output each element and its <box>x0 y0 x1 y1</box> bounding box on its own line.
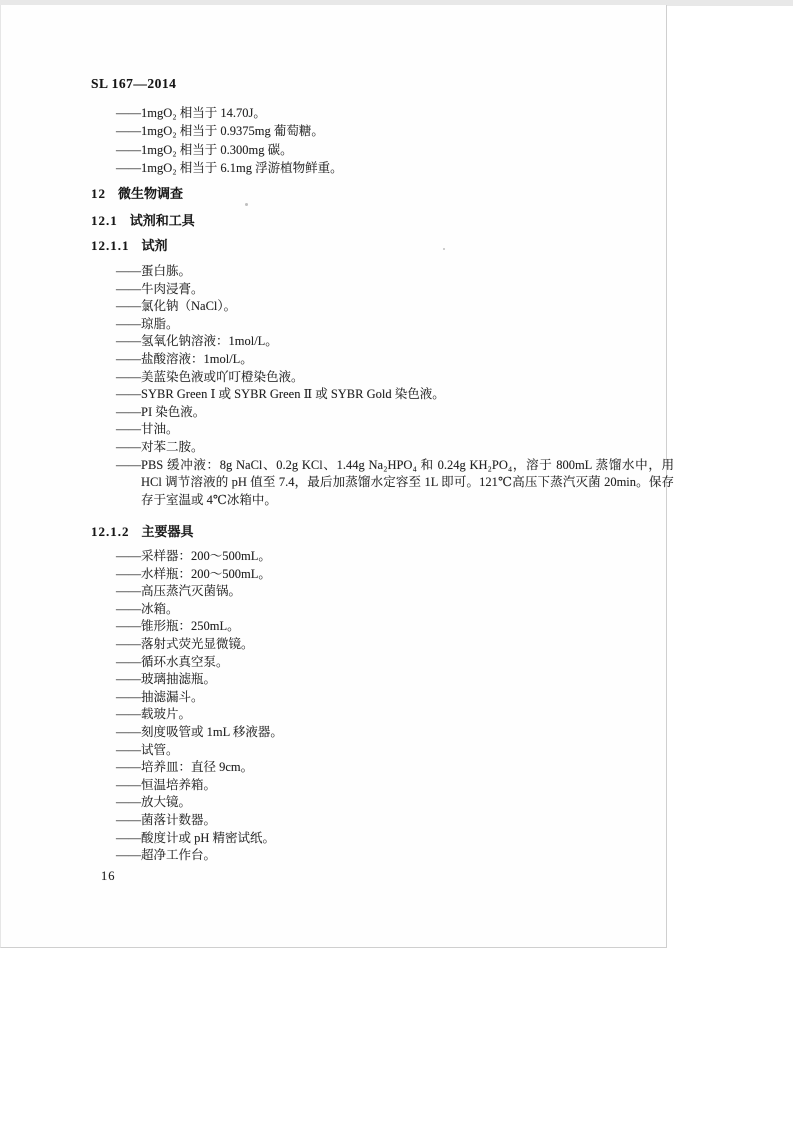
section-title: 试剂 <box>141 238 168 253</box>
list-item: ——1mgO₂ 相当于 6.1mg 浮游植物鲜重。 <box>116 161 343 176</box>
section-heading-12-1-2 <box>91 521 194 540</box>
equipment-list <box>116 548 283 865</box>
list-item: ——氯化钠（NaCl）。 <box>116 299 237 314</box>
list-item: ——蛋白胨。 <box>116 264 192 278</box>
section-title: 微生物调查 <box>118 186 184 201</box>
section-heading-12 <box>91 183 183 202</box>
list-item: ——刻度吸管或 1mL 移液器。 <box>116 724 283 739</box>
list-item: ——甘油。 <box>116 422 179 437</box>
list-item: ——高压蒸汽灭菌锅。 <box>116 584 242 599</box>
list-item: ——抽滤漏斗。 <box>116 689 204 704</box>
list-item: ——玻璃抽滤瓶。 <box>116 672 217 687</box>
list-item: ——美蓝染色液或吖叮橙染色液。 <box>116 369 304 384</box>
list-item: ——SYBR Green Ⅰ 或 SYBR Green Ⅱ 或 SYBR Gold 染色液。 <box>116 387 445 402</box>
list-item: ——锥形瓶：250mL。 <box>116 619 240 634</box>
list-item: ——超净工作台。 <box>116 848 217 863</box>
list-item: ——水样瓶：200～500mL。 <box>116 566 271 581</box>
list-item: ——采样器：200～500mL。 <box>116 549 271 563</box>
list-item: ——放大镜。 <box>116 795 192 810</box>
list-item: ——对苯二胺。 <box>116 439 204 454</box>
section-number: 12.1 <box>91 213 118 228</box>
section-number: 12 <box>91 186 106 201</box>
standard-number-header: SL 167—2014 <box>91 76 177 91</box>
list-item: ——冰箱。 <box>116 601 179 616</box>
list-item: ——酸度计或 pH 精密试纸。 <box>116 830 276 845</box>
list-item: ——循环水真空泵。 <box>116 654 229 669</box>
list-item: ——1mgO₂ 相当于 0.300mg 碳。 <box>116 142 293 157</box>
list-item-pbs-buffer: ——PBS 缓冲液：8g NaCl、0.2g KCl、1.44g Na₂HPO₄ 和 0.24g KH₂PO₄，溶于 800mL 蒸馏水中，用 HCl 调节溶液的 pH 值至 7.4，最后加蒸馏水定容至 1L 即可。121℃高压下蒸汽灭菌 20min。保存存于室温或 4℃冰箱中。 <box>116 457 674 507</box>
list-item: ——1mgO₂ 相当于 0.9375mg 葡萄糖。 <box>116 124 324 139</box>
list-item: ——培养皿：直径 9cm。 <box>116 760 254 775</box>
list-item: ——氢氧化钠溶液：1mol/L。 <box>116 334 278 349</box>
scan-speck <box>245 203 248 206</box>
section-title: 试剂和工具 <box>129 213 195 228</box>
page-number: 16 <box>101 869 116 883</box>
document-page <box>0 5 674 948</box>
list-item: ——恒温培养箱。 <box>116 777 217 792</box>
section-number: 12.1.2 <box>91 524 130 539</box>
list-item: ——试管。 <box>116 742 179 757</box>
list-item: ——菌落计数器。 <box>116 812 217 827</box>
section-number: 12.1.1 <box>91 238 130 253</box>
section-title: 主要器具 <box>141 524 194 539</box>
list-item: ——载玻片。 <box>116 707 192 722</box>
list-item: ——盐酸溶液：1mol/L。 <box>116 351 253 366</box>
scan-speck <box>443 248 445 250</box>
oxygen-equivalence-list <box>116 104 343 178</box>
list-item: ——PI 染色液。 <box>116 404 206 419</box>
reagent-list <box>116 263 674 509</box>
section-heading-12-1 <box>91 210 195 229</box>
list-item: ——牛肉浸膏。 <box>116 281 204 296</box>
section-heading-12-1-1 <box>91 235 168 254</box>
list-item: ——琼脂。 <box>116 316 179 331</box>
list-item: ——落射式荧光显微镜。 <box>116 636 254 651</box>
list-item: ——1mgO₂ 相当于 14.70J。 <box>116 106 266 120</box>
